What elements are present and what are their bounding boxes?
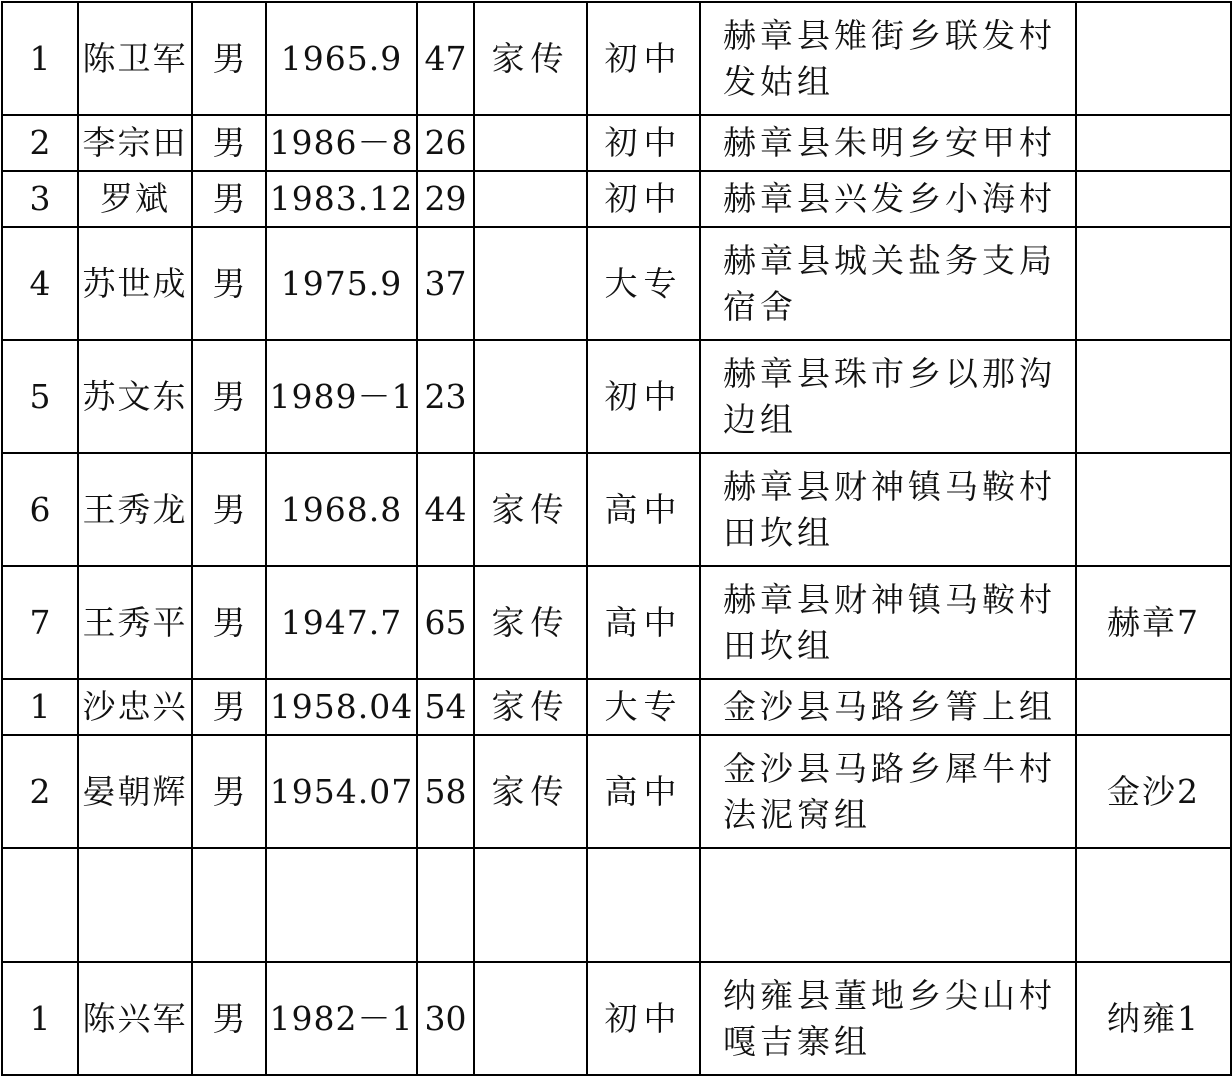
cell-birth-date: 1975.9 — [266, 227, 417, 340]
cell-birth-date: 1968.8 — [266, 453, 417, 566]
table-row — [2, 962, 1231, 1075]
cell-address: 金沙县马路乡犀牛村法泥窝组 — [700, 735, 1076, 848]
cell-birth-date: 1983.12 — [266, 171, 417, 227]
cell-birth-date: 1965.9 — [266, 2, 417, 115]
cell-address — [700, 848, 1076, 962]
cell-name: 苏文东 — [78, 340, 192, 453]
cell-education: 初中 — [587, 115, 700, 171]
table-row — [2, 2, 1231, 115]
cell-birth-date: 1954.07 — [266, 735, 417, 848]
cell-education: 初中 — [587, 962, 700, 1075]
cell-sex: 男 — [192, 566, 266, 679]
cell-note: 金沙2 — [1076, 735, 1231, 848]
cell-birth-date — [266, 848, 417, 962]
cell-education: 初中 — [587, 171, 700, 227]
cell-name: 罗斌 — [78, 171, 192, 227]
cell-note: 赫章7 — [1076, 566, 1231, 679]
cell-note — [1076, 2, 1231, 115]
roster-table — [1, 1, 1232, 1076]
cell-age: 58 — [417, 735, 474, 848]
cell-age — [417, 848, 474, 962]
cell-note — [1076, 848, 1231, 962]
cell-address: 赫章县兴发乡小海村 — [700, 171, 1076, 227]
table-row — [2, 679, 1231, 735]
cell-age: 30 — [417, 962, 474, 1075]
cell-name — [78, 848, 192, 962]
cell-skill-source: 家传 — [474, 453, 587, 566]
cell-age: 26 — [417, 115, 474, 171]
cell-age: 54 — [417, 679, 474, 735]
cell-sex: 男 — [192, 2, 266, 115]
cell-serial-number: 2 — [2, 115, 78, 171]
cell-skill-source: 家传 — [474, 566, 587, 679]
cell-age: 23 — [417, 340, 474, 453]
cell-serial-number: 1 — [2, 962, 78, 1075]
cell-note — [1076, 115, 1231, 171]
cell-address: 赫章县雉街乡联发村发姑组 — [700, 2, 1076, 115]
table-row — [2, 171, 1231, 227]
cell-birth-date: 1989－1 — [266, 340, 417, 453]
cell-name: 李宗田 — [78, 115, 192, 171]
cell-birth-date: 1982－1 — [266, 962, 417, 1075]
cell-sex: 男 — [192, 171, 266, 227]
cell-age: 44 — [417, 453, 474, 566]
table-row — [2, 453, 1231, 566]
cell-sex: 男 — [192, 115, 266, 171]
cell-serial-number: 6 — [2, 453, 78, 566]
cell-note — [1076, 453, 1231, 566]
cell-education: 初中 — [587, 340, 700, 453]
cell-note — [1076, 340, 1231, 453]
cell-skill-source: 家传 — [474, 2, 587, 115]
table-row — [2, 566, 1231, 679]
cell-name: 晏朝辉 — [78, 735, 192, 848]
cell-name: 陈卫军 — [78, 2, 192, 115]
table-row — [2, 227, 1231, 340]
cell-address: 赫章县城关盐务支局宿舍 — [700, 227, 1076, 340]
table-row — [2, 340, 1231, 453]
cell-education: 高中 — [587, 566, 700, 679]
cell-sex: 男 — [192, 679, 266, 735]
cell-age: 65 — [417, 566, 474, 679]
cell-sex: 男 — [192, 735, 266, 848]
cell-serial-number: 4 — [2, 227, 78, 340]
roster-body — [2, 2, 1231, 1075]
cell-sex — [192, 848, 266, 962]
cell-address: 赫章县珠市乡以那沟边组 — [700, 340, 1076, 453]
cell-education: 大专 — [587, 679, 700, 735]
cell-skill-source — [474, 340, 587, 453]
cell-serial-number — [2, 848, 78, 962]
cell-birth-date: 1947.7 — [266, 566, 417, 679]
cell-name: 苏世成 — [78, 227, 192, 340]
cell-name: 沙忠兴 — [78, 679, 192, 735]
cell-age: 29 — [417, 171, 474, 227]
cell-serial-number: 5 — [2, 340, 78, 453]
cell-note: 纳雍1 — [1076, 962, 1231, 1075]
cell-address: 赫章县朱明乡安甲村 — [700, 115, 1076, 171]
cell-name: 陈兴军 — [78, 962, 192, 1075]
cell-education: 大专 — [587, 227, 700, 340]
cell-name: 王秀平 — [78, 566, 192, 679]
cell-education — [587, 848, 700, 962]
cell-education: 初中 — [587, 2, 700, 115]
cell-age: 47 — [417, 2, 474, 115]
cell-skill-source: 家传 — [474, 735, 587, 848]
cell-address: 纳雍县董地乡尖山村嘎吉寨组 — [700, 962, 1076, 1075]
cell-sex: 男 — [192, 340, 266, 453]
cell-serial-number: 1 — [2, 679, 78, 735]
cell-serial-number: 2 — [2, 735, 78, 848]
cell-education: 高中 — [587, 453, 700, 566]
cell-birth-date: 1958.04 — [266, 679, 417, 735]
cell-address: 赫章县财神镇马鞍村田坎组 — [700, 453, 1076, 566]
cell-serial-number: 7 — [2, 566, 78, 679]
cell-sex: 男 — [192, 962, 266, 1075]
cell-skill-source — [474, 227, 587, 340]
cell-serial-number: 3 — [2, 171, 78, 227]
cell-note — [1076, 679, 1231, 735]
cell-name: 王秀龙 — [78, 453, 192, 566]
table-row — [2, 735, 1231, 848]
table-row — [2, 848, 1231, 962]
cell-sex: 男 — [192, 453, 266, 566]
cell-skill-source: 家传 — [474, 679, 587, 735]
cell-note — [1076, 171, 1231, 227]
cell-skill-source — [474, 171, 587, 227]
cell-skill-source — [474, 848, 587, 962]
cell-note — [1076, 227, 1231, 340]
table-row — [2, 115, 1231, 171]
cell-education: 高中 — [587, 735, 700, 848]
cell-skill-source — [474, 962, 587, 1075]
cell-skill-source — [474, 115, 587, 171]
cell-serial-number: 1 — [2, 2, 78, 115]
cell-address: 金沙县马路乡箐上组 — [700, 679, 1076, 735]
cell-address: 赫章县财神镇马鞍村田坎组 — [700, 566, 1076, 679]
cell-age: 37 — [417, 227, 474, 340]
cell-sex: 男 — [192, 227, 266, 340]
cell-birth-date: 1986－8 — [266, 115, 417, 171]
